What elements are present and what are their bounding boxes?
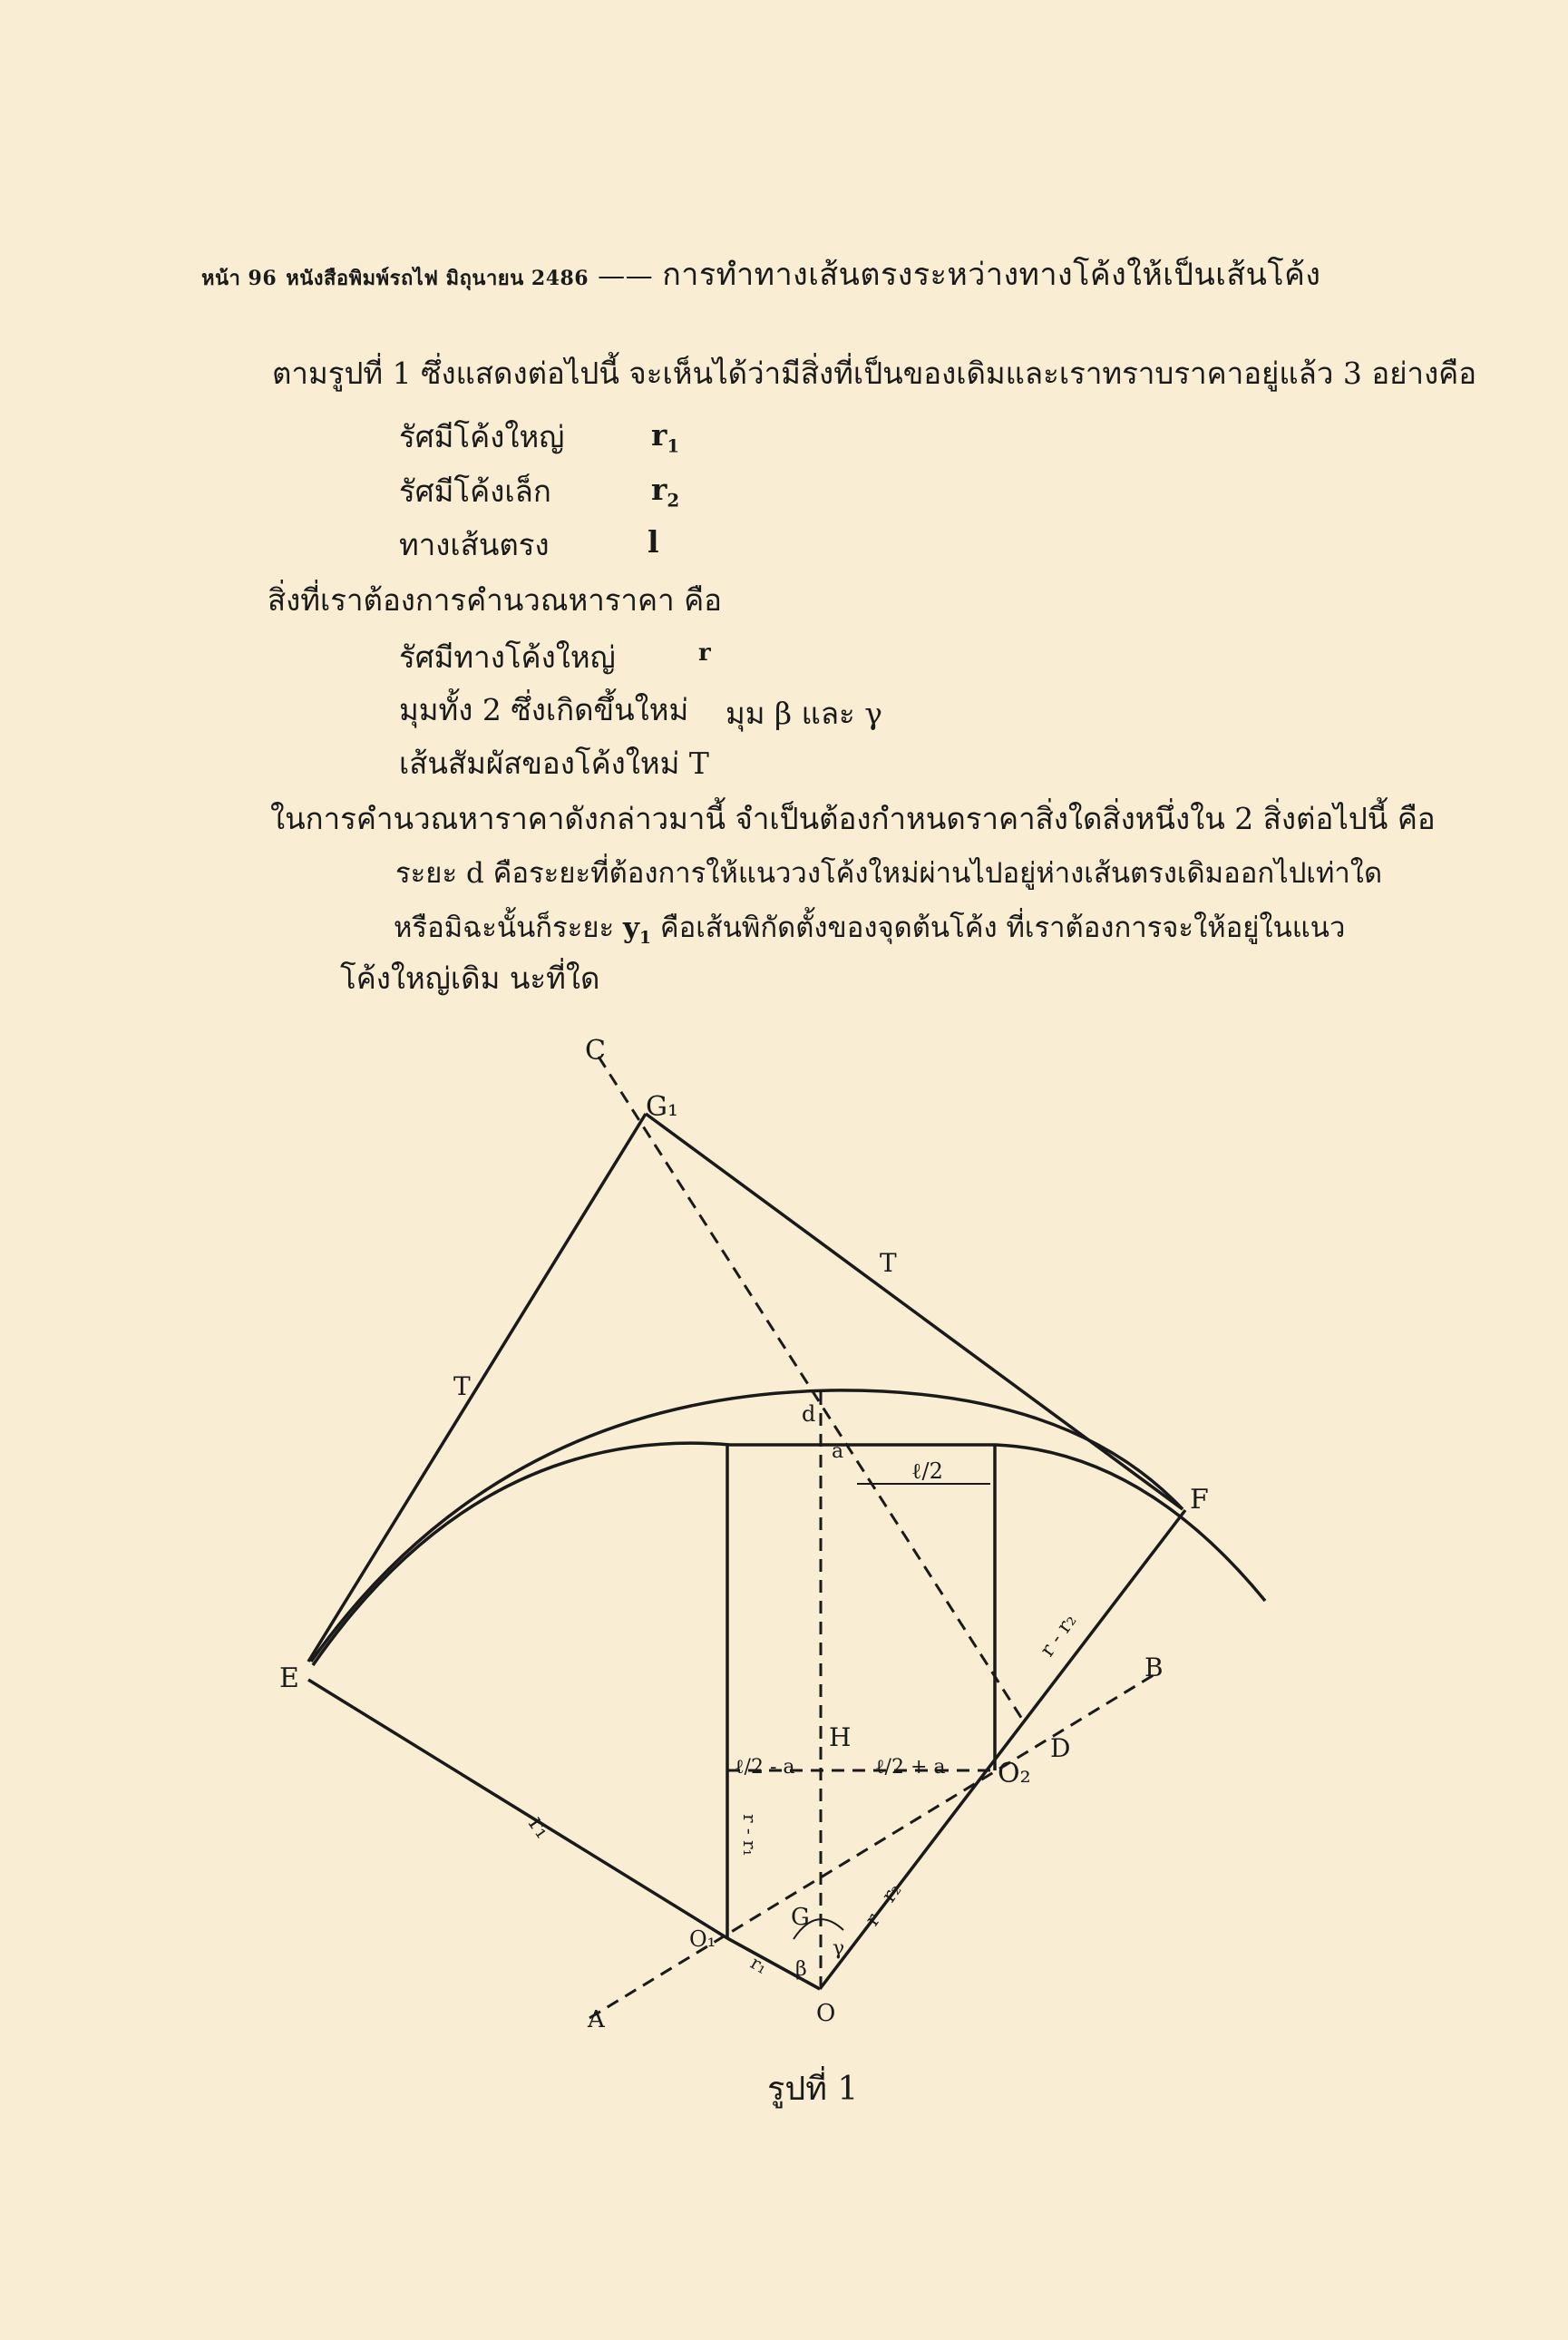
label-d: d — [802, 1401, 816, 1427]
label-c: C — [585, 1035, 606, 1067]
known-item-symbol: $r_2$ — [651, 472, 680, 512]
label-beta: β — [795, 1958, 807, 1981]
label-t-right: T — [880, 1248, 897, 1278]
radius-r1 — [308, 1680, 727, 1938]
wanted-item-symbol: มุม β และ γ — [726, 696, 882, 731]
old-curve — [313, 1443, 1265, 1665]
label-e: E — [279, 1662, 299, 1694]
label-d-point: D — [1050, 1733, 1071, 1763]
known-item-label: ทางเส้นตรง — [399, 527, 550, 562]
label-a: a — [832, 1440, 844, 1463]
label-r-r2-lower: r - r₂ — [861, 1879, 907, 1931]
label-f: F — [1190, 1484, 1209, 1516]
label-h: H — [829, 1722, 852, 1752]
label-g: G — [791, 1904, 810, 1931]
article-title: การทำทางเส้นตรงระหว่างทางโค้งให้เป็นเส้นโค้ง — [662, 257, 1321, 293]
paragraph-2: ในการคำนวณหาราคาดังกล่าวมานี้ จำเป็นต้องกำหนดราคาสิ่งใดสิ่งหนึ่งใน 2 สิ่งต่อไปนี้ คือ — [270, 801, 1436, 836]
wanted-item-label: รัศมีทางโค้งใหญ่ — [399, 639, 616, 675]
wanted-item-symbol: r — [698, 639, 711, 667]
label-right-seg: ℓ/2 + a — [875, 1756, 946, 1779]
condition-2-continued: โค้งใหญ่เดิม นะที่ใด — [340, 960, 600, 996]
label-t-left: T — [453, 1371, 471, 1401]
header-rule: —— — [598, 260, 654, 292]
condition-1: ระยะ d คือระยะที่ต้องการให้แนววงโค้งใหม่ผ่านไปอยู่ห่างเส้นตรงเดิมออกไปเท่าใด — [395, 857, 1383, 890]
label-o2: O₂ — [998, 1758, 1031, 1789]
tangent-line-left — [308, 1114, 646, 1662]
page-number: หน้า 96 — [201, 267, 278, 290]
wanted-item-label: เส้นสัมผัสของโค้งใหม่ T — [399, 746, 709, 781]
label-o: O — [816, 2000, 836, 2027]
label-left-seg: ℓ/2 - a — [735, 1756, 795, 1779]
label-g1: G₁ — [646, 1091, 678, 1123]
intro-paragraph: ตามรูปที่ 1 ซึ่งแสดงต่อไปนี้ จะเห็นได้ว่ามีสิ่งที่เป็นของเดิมและเราทราบราคาอยู่แล้ว 3 อย่างคือ — [272, 356, 1477, 391]
label-r1-small: r₁ — [746, 1951, 772, 1979]
label-r-r1: r - r₁ — [739, 1814, 761, 1857]
label-a-point: A — [588, 2006, 605, 2033]
dashed-line-ab — [589, 1671, 1161, 2018]
label-half-l: ℓ/2 — [911, 1458, 943, 1484]
known-item-symbol: l — [648, 524, 659, 560]
gazette-issue: หนังสือพิมพ์รถไฟ มิถุนายน 2486 — [286, 267, 589, 290]
wanted-intro: สิ่งที่เราต้องการคำนวณหาราคา คือ — [268, 582, 722, 618]
known-item-label: รัศมีโค้งเล็ก — [399, 473, 551, 509]
known-item-symbol: $r_1$ — [651, 417, 680, 457]
wanted-item-label: มุมทั้ง 2 ซึ่งเกิดขึ้นใหม่ — [399, 692, 689, 727]
label-r1: r₁ — [522, 1810, 557, 1844]
label-r-r2: r - r₂ — [1036, 1610, 1082, 1662]
label-gamma: γ — [833, 1937, 845, 1960]
label-b: B — [1144, 1653, 1164, 1682]
label-o1: O₁ — [689, 1926, 716, 1952]
figure-caption: รูปที่ 1 — [767, 2071, 859, 2108]
known-item-label: รัศมีโค้งใหญ่ — [399, 419, 565, 454]
condition-2: หรือมิฉะนั้นก็ระยะ $y_1$ คือเส้นพิกัดตั้งของจุดต้นโค้ง ที่เราต้องการจะให้อยู่ในแนว — [394, 912, 1346, 949]
